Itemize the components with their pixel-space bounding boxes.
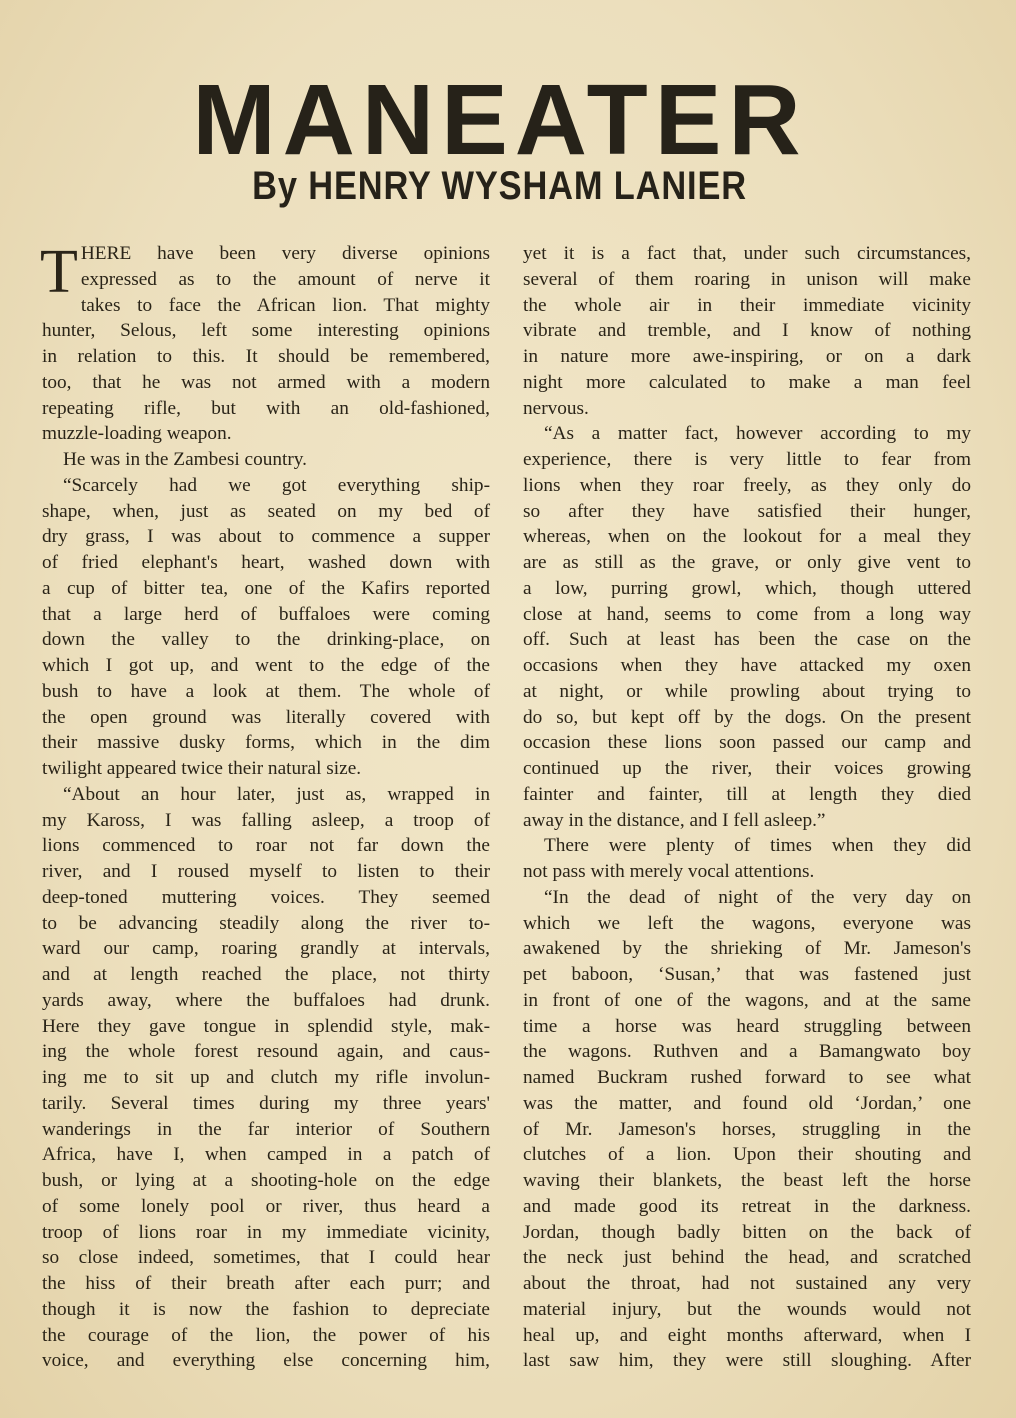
text-line: He was in the Zambesi country. [63, 449, 307, 470]
text-line: “About an hour later, just as, wrapped in [63, 783, 490, 805]
text-line: Africa, have I, when camped in a patch of [42, 1144, 490, 1166]
text-line: Here they gave tongue in splendid style, mak- [42, 1015, 490, 1037]
text-line: of some lonely pool or river, thus heard a [42, 1195, 490, 1217]
text-line: heal up, and eight months afterward, when I [523, 1324, 971, 1346]
text-line: the wagons. Ruthven and a Bamangwato boy [523, 1041, 971, 1063]
text-line: though it is now the fashion to depreciate [42, 1298, 490, 1320]
text-line: pet baboon, ‘Susan,’ that was fastened just [523, 964, 971, 985]
text-line: “Scarcely had we got everything ship- [63, 474, 490, 496]
text-line: not pass with merely vocal attentions. [523, 861, 815, 882]
text-line: so after they have satisfied their hunger, [523, 500, 971, 522]
text-line: wanderings in the far interior of Southern [42, 1118, 490, 1140]
text-line: hunter, Selous, left some interesting opinions [42, 320, 490, 342]
text-column-left [40, 238, 490, 1374]
text-line: tarily. Several times during my three years' [42, 1092, 490, 1114]
paragraph [523, 421, 971, 833]
text-line: the courage of the lion, the power of his [42, 1324, 490, 1346]
text-line: “As a matter fact, however according to my [544, 423, 971, 445]
text-line: named Buckram rushed forward to see what [523, 1067, 971, 1088]
text-line: in nature more awe-inspiring, or on a dark [523, 346, 971, 367]
text-line: so close indeed, sometimes, that I could hear [42, 1247, 490, 1269]
text-line: awakened by the shrieking of Mr. Jameson's [523, 938, 971, 960]
text-line: the open ground was literally covered with [42, 706, 490, 728]
text-line: yards away, where the buffaloes had drunk. [42, 989, 490, 1011]
paragraph [523, 833, 971, 885]
text-line: last saw him, they were still sloughing. After [523, 1350, 971, 1372]
text-line: experience, there is very little to fear from [523, 449, 971, 470]
text-line: voice, and everything else concerning him, [42, 1350, 490, 1372]
text-line: and made good its retreat in the darkness. [523, 1195, 971, 1217]
text-line: bush to have a look at them. The whole of [42, 680, 490, 702]
text-line: muzzle-loading weapon. [42, 423, 232, 445]
text-line: the neck just behind the head, and scratched [523, 1247, 971, 1269]
text-line: clutches of a lion. Upon their shouting and [523, 1144, 971, 1166]
text-line: of Mr. Jameson's horses, struggling in the [523, 1118, 971, 1140]
text-line: ward our camp, roaring grandly at intervals, [42, 938, 490, 960]
text-line: deep-toned muttering voices. They seemed [42, 886, 490, 908]
text-line: at night, or while prowling about trying to [523, 680, 971, 702]
article-byline: By HENRY WYSHAM LANIER [252, 164, 747, 208]
text-line: material injury, but the wounds would not [523, 1298, 971, 1320]
text-line: occasion these lions soon passed our camp and [523, 732, 971, 754]
text-line: lions commenced to roar not far down the [42, 835, 490, 857]
text-line: shape, when, just as seated on my bed of [42, 500, 490, 522]
text-line: yet it is a fact that, under such circumstances, [523, 243, 971, 264]
text-line: the hiss of their breath after each purr; and [42, 1273, 490, 1294]
text-line: about the throat, had not sustained any very [523, 1273, 971, 1294]
text-line: occasions when they have attacked my oxen [523, 655, 971, 676]
text-line: close at hand, seems to come from a long way [523, 603, 971, 625]
text-line: away in the distance, and I fell asleep.” [523, 809, 826, 831]
text-line: of fried elephant's heart, washed down with [42, 552, 490, 573]
text-line: in front of one of the wagons, and at the same [523, 989, 971, 1011]
text-line: ing me to sit up and clutch my rifle involun- [42, 1067, 490, 1088]
text-line: that a large herd of buffaloes were coming [42, 603, 490, 625]
paragraph [40, 238, 490, 447]
text-line: was the matter, and found old ‘Jordan,’ one [523, 1092, 971, 1114]
text-line: twilight appeared twice their natural size. [42, 758, 362, 779]
text-column-right [523, 241, 971, 1374]
text-line: repeating rifle, but with an old-fashioned, [42, 397, 490, 419]
text-line: expressed as to the amount of nerve it [80, 268, 490, 290]
text-line: down the valley to the drinking-place, on [42, 629, 490, 651]
text-line: “In the dead of night of the very day on [544, 886, 971, 908]
text-line: waving their blankets, the beast left the horse [523, 1170, 971, 1191]
text-line: time a horse was heard struggling between [523, 1015, 971, 1037]
text-line: dry grass, I was about to commence a supper [42, 526, 490, 548]
drop-cap: T [40, 238, 78, 306]
text-line: nervous. [523, 397, 589, 419]
text-line: their massive dusky forms, which in the dim [42, 732, 490, 754]
text-line: river, and I roused myself to listen to their [42, 861, 490, 882]
text-line: Jordan, though badly bitten on the back of [523, 1221, 971, 1243]
text-line: my Kaross, I was falling asleep, a troop of [42, 809, 490, 831]
text-line: too, that he was not armed with a modern [42, 371, 490, 393]
paragraph [523, 241, 971, 421]
text-line: to be advancing steadily along the river to- [42, 912, 490, 934]
paragraph [523, 885, 971, 1374]
text-line: night more calculated to make a man feel [523, 371, 971, 393]
text-line: are as still as the grave, or only give vent to [523, 552, 971, 573]
paragraph [42, 782, 490, 1374]
text-line: several of them roaring in unison will make [523, 268, 971, 290]
text-line: the whole air in their immediate vicinity [523, 294, 971, 316]
text-line: HERE have been very diverse opinions [80, 243, 490, 264]
text-line: which I got up, and went to the edge of the [42, 655, 490, 676]
text-line: and at length reached the place, not thirty [42, 964, 490, 985]
text-line: do so, but kept off by the dogs. On the present [523, 706, 971, 728]
text-line: a low, purring growl, which, though uttered [523, 577, 971, 599]
text-line: ing the whole forest resound again, and caus- [42, 1041, 490, 1063]
text-line: off. Such at least has been the case on the [523, 629, 971, 651]
text-line: continued up the river, their voices growing [523, 758, 971, 779]
paragraph [42, 473, 490, 782]
article-title: MANEATER [192, 64, 808, 176]
text-line: which we left the wagons, everyone was [523, 912, 971, 934]
text-line: in relation to this. It should be remembered, [42, 346, 490, 367]
text-line: takes to face the African lion. That mighty [80, 294, 490, 316]
text-line: There were plenty of times when they did [544, 835, 971, 857]
text-line: fainter and fainter, till at length they died [523, 783, 971, 805]
text-line: lions when they roar freely, as they only do [523, 474, 971, 496]
text-line: troop of lions roar in my immediate vicinity, [42, 1221, 490, 1243]
paragraph [42, 447, 490, 473]
text-line: bush, or lying at a shooting-hole on the edge [42, 1170, 490, 1191]
text-line: vibrate and tremble, and I know of nothing [523, 320, 971, 342]
text-line: a cup of bitter tea, one of the Kafirs reported [42, 577, 490, 599]
text-line: whereas, when on the lookout for a meal they [523, 526, 971, 548]
